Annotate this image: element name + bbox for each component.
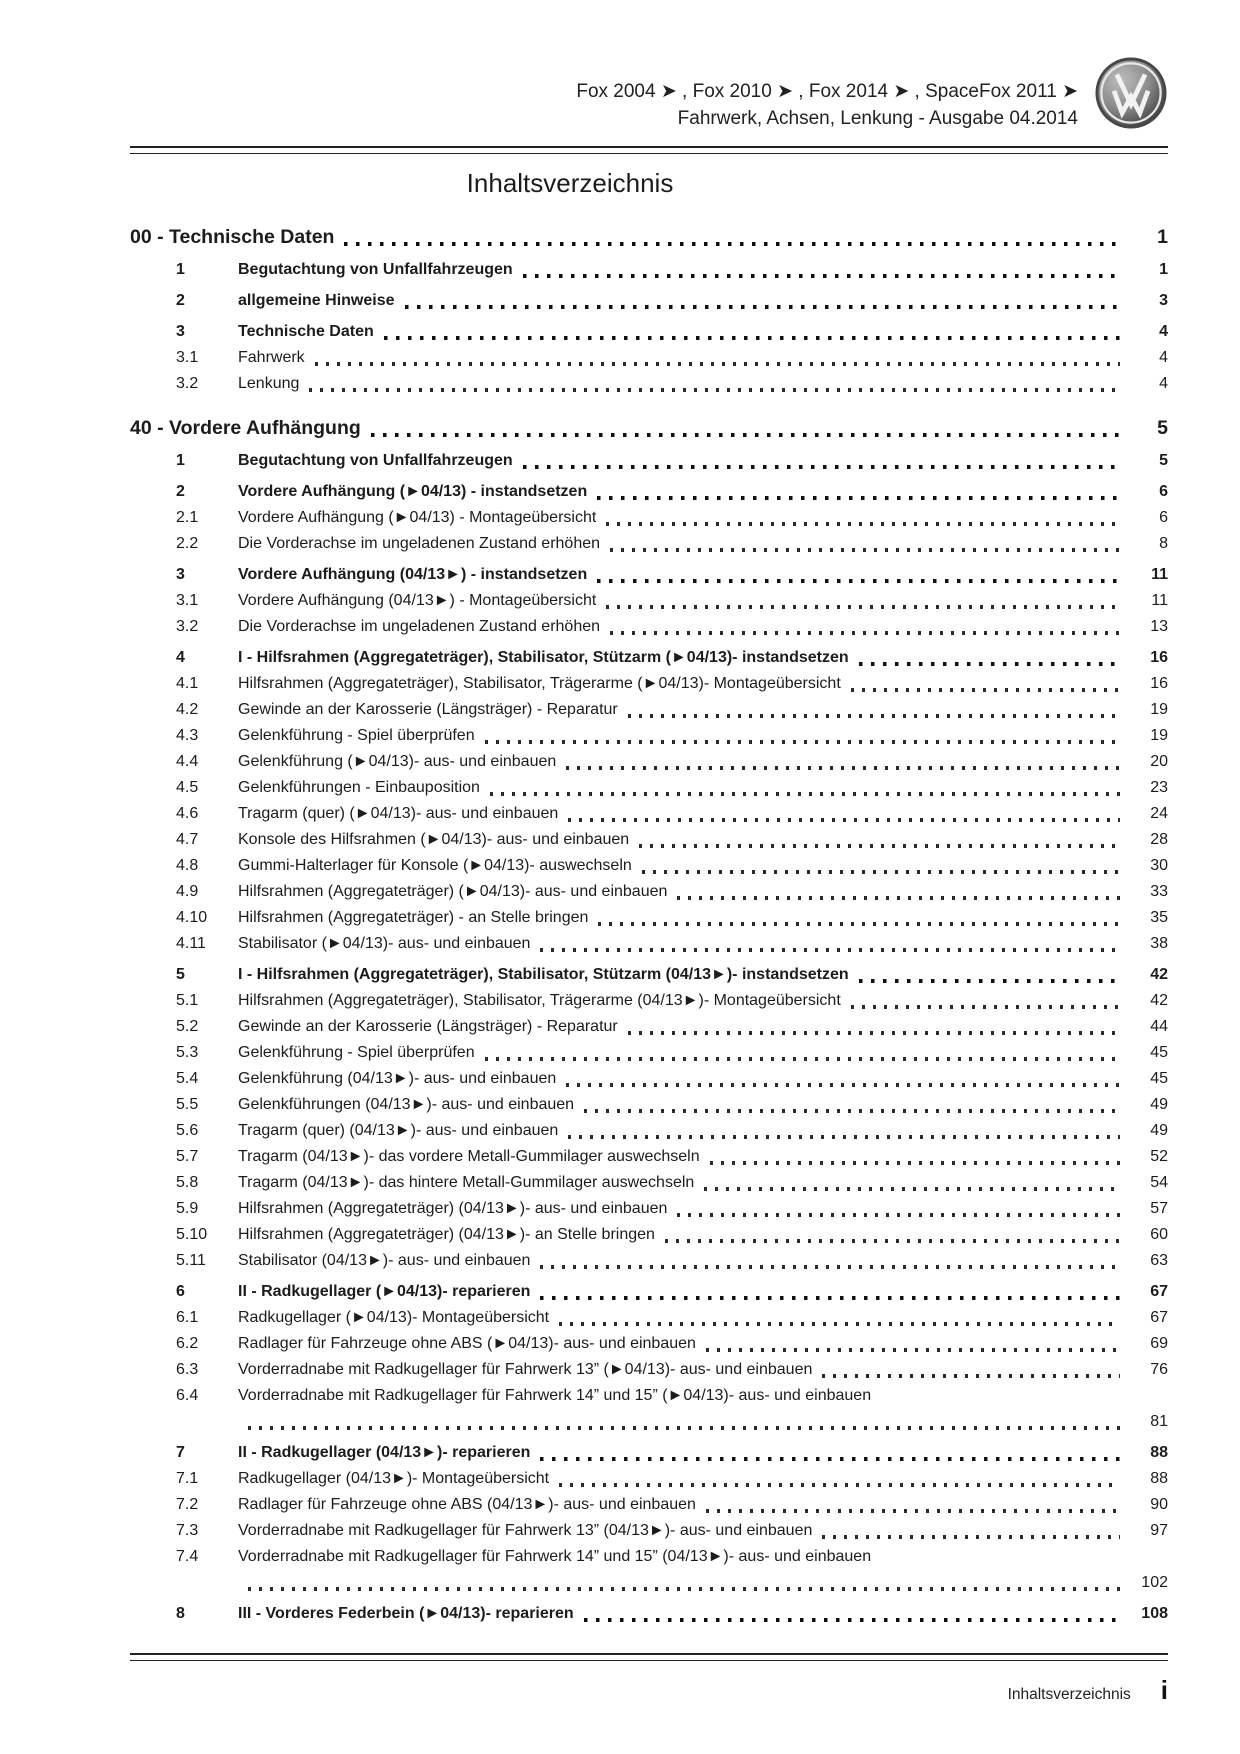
toc-entry-number: 4.5 [176,779,199,796]
toc-entry-label: Vorderradnabe mit Radkugellager für Fahrwerk 14” und 15” (04/13►)- aus- und einbauen [238,1548,872,1565]
toc-entry [130,371,1168,397]
toc-entry-number: 2.2 [176,535,199,552]
leader-dots [344,242,1120,247]
toc-entry-label: Konsole des Hilfsrahmen (►04/13)- aus- und einbauen [238,831,630,848]
leader-dots [371,433,1120,438]
toc-entry [130,1518,1168,1544]
toc-entry-page: 57 [1150,1200,1168,1217]
leader-dots [704,1187,1120,1191]
toc-entry-number: 4.2 [176,701,199,718]
toc-entry-page: 13 [1150,618,1168,635]
leader-dots [568,1135,1120,1139]
leader-dots [485,740,1120,744]
toc-entry-number: 7.3 [176,1522,199,1539]
leader-dots [485,1057,1120,1061]
leader-dots [710,1161,1120,1165]
toc-entry-label: Stabilisator (04/13►)- aus- und einbauen [238,1252,531,1269]
leader-dots [851,1005,1120,1009]
toc-entry-page: 81 [1150,1413,1168,1430]
toc-entry-label: Gewinde an der Karosserie (Längsträger) - Reparatur [238,701,618,718]
toc-section-page: 5 [1157,417,1168,439]
toc-entry-page: 45 [1150,1070,1168,1087]
toc-entry-number: 7.1 [176,1470,199,1487]
leader-dots [610,631,1120,635]
toc-entry-page: 6 [1159,509,1168,526]
toc-entry-page: 11 [1151,592,1168,609]
toc-entry-number: 6.3 [176,1361,199,1378]
toc-entry-page: 19 [1150,701,1168,718]
toc-entry [130,257,1168,283]
toc-entry-page: 60 [1150,1226,1168,1243]
toc-entry-continuation [130,1409,1168,1435]
toc-entry-label: Vordere Aufhängung (►04/13) - instandsetzen [238,483,588,500]
leader-dots [822,1535,1120,1539]
header-divider [130,146,1168,154]
toc-entry-page: 49 [1150,1122,1168,1139]
toc-entry-label: Hilfsrahmen (Aggregateträger) (►04/13)- aus- und einbauen [238,883,668,900]
toc-entry-label: Vordere Aufhängung (►04/13) - Montageübersicht [238,509,597,526]
toc-entry-label: Radlager für Fahrzeuge ohne ABS (►04/13)- aus- und einbauen [238,1335,696,1352]
toc-entry-page: 67 [1150,1283,1168,1300]
toc-entry-label: Tragarm (04/13►)- das hintere Metall-Gummilager auswechseln [238,1174,695,1191]
toc-entry [130,1196,1168,1222]
leader-dots [859,979,1120,984]
footer-page-number: i [1160,1675,1168,1705]
toc-entry-label: Die Vorderachse im ungeladenen Zustand erhöhen [238,535,601,552]
toc-entry [130,827,1168,853]
toc-entry-number: 2 [176,292,185,309]
toc-entry [130,988,1168,1014]
toc-entry-continuation [130,1570,1168,1596]
toc-entry-page: 4 [1159,349,1168,366]
toc-entry-page: 102 [1141,1574,1168,1591]
toc-entry [130,723,1168,749]
toc-entry-number: 5.4 [176,1070,199,1087]
toc-entry [130,1383,1168,1409]
toc-entry-page: 5 [1159,452,1168,469]
toc-entry-label: II - Radkugellager (►04/13)- reparieren [238,1283,531,1300]
leader-dots [559,1483,1120,1487]
toc-entry-number: 6.1 [176,1309,199,1326]
toc-entry [130,288,1168,314]
header-text [576,52,1078,132]
toc-entry-number: 7.4 [176,1548,199,1565]
leader-dots [566,766,1120,770]
toc-entry [130,448,1168,474]
toc-entry [130,801,1168,827]
header-models-line: Fox 2004 ➤ , Fox 2010 ➤ , Fox 2014 ➤ , SpaceFox 2011 ➤ [576,81,1078,102]
toc-entry-label: Tragarm (04/13►)- das vordere Metall-Gummilager auswechseln [238,1148,700,1165]
toc-entry [130,531,1168,557]
toc-entry-number: 6.2 [176,1335,199,1352]
toc-entry [130,345,1168,371]
toc-entry-page: 3 [1159,292,1168,309]
toc-entry-number: 4.6 [176,805,199,822]
toc-entry-page: 16 [1150,649,1168,666]
toc-entry-number: 2.1 [176,509,199,526]
toc-entry-number: 5.9 [176,1200,199,1217]
toc-entry-label: Gelenkführungen - Einbauposition [238,779,480,796]
page-title: Inhaltsverzeichnis [466,168,674,198]
toc-entry-page: 42 [1150,992,1168,1009]
leader-dots [642,870,1120,874]
toc-section-title: 00 - Technische Daten [130,226,335,248]
toc-entry-number: 5.5 [176,1096,199,1113]
toc-entry-number: 4.7 [176,831,199,848]
toc-entry [130,1170,1168,1196]
toc-entry [130,775,1168,801]
toc-entry [130,1040,1168,1066]
leader-dots [822,1374,1120,1378]
toc-entry-label: Vordere Aufhängung (04/13►) - Montageübersicht [238,592,597,609]
toc-entry-page: 6 [1159,483,1168,500]
toc-entry-number: 4.10 [176,909,208,926]
toc-entry-label: Gelenkführung (►04/13)- aus- und einbauen [238,753,557,770]
leader-dots [315,362,1120,366]
toc-entry [130,645,1168,671]
toc-entry-label: I - Hilfsrahmen (Aggregateträger), Stabilisator, Stützarm (04/13►)- instandsetzen [238,966,849,983]
toc-entry-number: 5 [176,966,185,983]
toc-entry-number: 4.3 [176,727,199,744]
toc-entry-page: 44 [1150,1018,1168,1035]
leader-dots [706,1509,1120,1513]
toc-entry [130,1466,1168,1492]
toc-entry-page: 11 [1151,566,1168,583]
leader-dots [540,948,1120,952]
toc-entry [130,1144,1168,1170]
leader-dots [540,1265,1120,1269]
leader-dots [606,522,1120,526]
toc-entry-label: Vorderradnabe mit Radkugellager für Fahrwerk 13” (►04/13)- aus- und einbauen [238,1361,813,1378]
toc-entry-label: Hilfsrahmen (Aggregateträger) - an Stelle bringen [238,909,589,926]
toc-entry-label: Hilfsrahmen (Aggregateträger), Stabilisator, Trägerarme (►04/13)- Montageübersicht [238,675,841,692]
leader-dots [706,1348,1120,1352]
toc-entry-number: 5.11 [176,1252,206,1269]
page-header [130,52,1168,134]
toc-entry-page: 28 [1150,831,1168,848]
toc-entry-page: 52 [1150,1148,1168,1165]
toc-entry-label: Stabilisator (►04/13)- aus- und einbauen [238,935,531,952]
leader-dots [523,274,1120,279]
leader-dots [490,792,1120,796]
leader-dots [859,662,1120,667]
toc-entry-page: 19 [1150,727,1168,744]
toc-entry-label: Gelenkführung - Spiel überprüfen [238,1044,475,1061]
leader-dots [606,605,1120,609]
toc-entry-page: 76 [1150,1361,1168,1378]
toc-entry-label: Begutachtung von Unfallfahrzeugen [238,261,513,278]
toc-entry-label: Technische Daten [238,323,374,340]
toc-entry [130,319,1168,345]
toc-entry [130,697,1168,723]
toc [130,222,1168,1627]
toc-entry-page: 33 [1150,883,1168,900]
toc-entry-number: 8 [176,1605,185,1622]
toc-entry-label: Gelenkführungen (04/13►)- aus- und einbauen [238,1096,575,1113]
leader-dots [851,688,1120,692]
leader-dots [540,1296,1120,1301]
toc-entry-label: Vorderradnabe mit Radkugellager für Fahrwerk 14” und 15” (►04/13)- aus- und einbauen [238,1387,872,1404]
toc-entry-number: 1 [176,452,185,469]
toc-entry-label: I - Hilfsrahmen (Aggregateträger), Stabilisator, Stützarm (►04/13)- instandsetzen [238,649,849,666]
toc-entry-label: Hilfsrahmen (Aggregateträger), Stabilisator, Trägerarme (04/13►)- Montageübersicht [238,992,841,1009]
toc-entry-label: Begutachtung von Unfallfahrzeugen [238,452,513,469]
toc-entry [130,614,1168,640]
toc-entry-page: 8 [1159,535,1168,552]
toc-entry [130,1279,1168,1305]
toc-entry-page: 1 [1159,261,1168,278]
toc-entry-page: 4 [1159,323,1168,340]
toc-entry-page: 20 [1150,753,1168,770]
toc-entry-label: Vordere Aufhängung (04/13►) - instandsetzen [238,566,588,583]
toc-entry-label: Gewinde an der Karosserie (Längsträger) - Reparatur [238,1018,618,1035]
toc-entry-page: 35 [1150,909,1168,926]
toc-entry-number: 3 [176,323,185,340]
toc-entry-page: 45 [1150,1044,1168,1061]
toc-entry-label: Tragarm (quer) (04/13►)- aus- und einbauen [238,1122,559,1139]
toc-entry [130,1492,1168,1518]
toc-entry-number: 7 [176,1444,185,1461]
toc-entry-page: 23 [1150,779,1168,796]
leader-dots [628,1031,1120,1035]
footer-label: Inhaltsverzeichnis [1007,1686,1131,1703]
toc-entry [130,505,1168,531]
toc-entry-number: 4.8 [176,857,199,874]
toc-entry-number: 6.4 [176,1387,199,1404]
toc-entry-page: 88 [1150,1444,1168,1461]
leader-dots [610,548,1120,552]
toc-entry [130,671,1168,697]
toc-entry [130,1544,1168,1570]
toc-entry-number: 1 [176,261,185,278]
toc-entry-number: 5.3 [176,1044,199,1061]
toc-entry [130,1440,1168,1466]
toc-entry-page: 88 [1150,1470,1168,1487]
toc-entry-number: 4.11 [176,935,206,952]
toc-entry-number: 3 [176,566,185,583]
page-footer [130,1653,1168,1706]
toc-entry [130,1014,1168,1040]
toc-entry [130,905,1168,931]
leader-dots [540,1457,1120,1462]
toc-entry-number: 4.1 [176,675,199,692]
leader-dots [566,1083,1120,1087]
toc-entry-number: 5.10 [176,1226,208,1243]
toc-entry-page: 90 [1150,1496,1168,1513]
toc-entry-label: II - Radkugellager (04/13►)- reparieren [238,1444,531,1461]
toc-entry-number: 4 [176,649,185,666]
leader-dots [584,1109,1120,1113]
toc-entry-page: 49 [1150,1096,1168,1113]
leader-dots [523,465,1120,470]
toc-entry-page: 108 [1141,1605,1168,1622]
toc-entry [130,1092,1168,1118]
leader-dots [248,1426,1120,1430]
leader-dots [559,1322,1120,1326]
toc-section-header [130,222,1168,252]
toc-entry-page: 38 [1150,935,1168,952]
toc-entry-number: 6 [176,1283,185,1300]
toc-entry-number: 7.2 [176,1496,199,1513]
toc-entry-label: Gelenkführung - Spiel überprüfen [238,727,475,744]
toc-entry-page: 42 [1150,966,1168,983]
toc-entry [130,1331,1168,1357]
toc-entry-label: Gelenkführung (04/13►)- aus- und einbauen [238,1070,557,1087]
toc-entry-label: Die Vorderachse im ungeladenen Zustand erhöhen [238,618,601,635]
toc-entry [130,1222,1168,1248]
toc-entry [130,749,1168,775]
toc-entry-page: 16 [1150,675,1168,692]
toc-entry-label: Radkugellager (►04/13)- Montageübersicht [238,1309,550,1326]
toc-entry [130,562,1168,588]
toc-entry-label: Radlager für Fahrzeuge ohne ABS (04/13►)- aus- und einbauen [238,1496,696,1513]
leader-dots [665,1239,1120,1243]
vw-logo-icon [1094,52,1168,134]
toc-entry-number: 3.2 [176,618,199,635]
toc-entry [130,1357,1168,1383]
toc-entry-page: 4 [1159,375,1168,392]
toc-entry-label: Vorderradnabe mit Radkugellager für Fahrwerk 13” (04/13►)- aus- und einbauen [238,1522,813,1539]
leader-dots [584,1618,1120,1623]
leader-dots [405,305,1120,310]
toc-entry-label: Gummi-Halterlager für Konsole (►04/13)- auswechseln [238,857,632,874]
leader-dots [628,714,1120,718]
toc-entry-number: 3.1 [176,592,199,609]
toc-entry-label: Hilfsrahmen (Aggregateträger) (04/13►)- an Stelle bringen [238,1226,655,1243]
toc-entry-page: 54 [1150,1174,1168,1191]
toc-entry-number: 3.2 [176,375,199,392]
toc-entry-number: 5.8 [176,1174,199,1191]
toc-entry [130,1066,1168,1092]
leader-dots [597,579,1120,584]
toc-entry [130,931,1168,957]
toc-entry-number: 4.4 [176,753,199,770]
toc-entry [130,1248,1168,1274]
toc-entry [130,853,1168,879]
toc-entry-page: 63 [1150,1252,1168,1269]
toc-entry [130,588,1168,614]
leader-dots [568,818,1120,822]
toc-entry-page: 24 [1150,805,1168,822]
toc-section-header [130,413,1168,443]
toc-entry-label: Tragarm (quer) (►04/13)- aus- und einbauen [238,805,559,822]
leader-dots [384,336,1120,341]
toc-entry-number: 2 [176,483,185,500]
toc-entry [130,1118,1168,1144]
toc-entry-page: 97 [1150,1522,1168,1539]
toc-entry-number: 5.7 [176,1148,199,1165]
toc-entry-number: 5.2 [176,1018,199,1035]
toc-entry-label: III - Vorderes Federbein (►04/13)- reparieren [238,1605,574,1622]
leader-dots [597,496,1120,501]
leader-dots [677,896,1120,900]
toc-entry-number: 3.1 [176,349,199,366]
toc-entry [130,879,1168,905]
toc-entry-page: 30 [1150,857,1168,874]
toc-entry [130,1305,1168,1331]
leader-dots [677,1213,1120,1217]
toc-entry-number: 5.6 [176,1122,199,1139]
toc-entry-label: Radkugellager (04/13►)- Montageübersicht [238,1470,550,1487]
leader-dots [248,1587,1120,1591]
toc-entry-page: 67 [1150,1309,1168,1326]
leader-dots [598,922,1120,926]
toc-section-title: 40 - Vordere Aufhängung [130,417,361,439]
footer-divider [130,1653,1168,1661]
toc-section-page: 1 [1157,226,1168,248]
toc-entry-number: 4.9 [176,883,199,900]
toc-entry [130,479,1168,505]
toc-entry-label: Fahrwerk [238,349,305,366]
toc-entry-page: 69 [1150,1335,1168,1352]
header-subtitle-line: Fahrwerk, Achsen, Lenkung - Ausgabe 04.2014 [677,108,1078,129]
toc-entry-number: 5.1 [176,992,199,1009]
leader-dots [639,844,1120,848]
toc-entry-label: Hilfsrahmen (Aggregateträger) (04/13►)- aus- und einbauen [238,1200,668,1217]
toc-entry-label: Lenkung [238,375,300,392]
toc-entry [130,962,1168,988]
toc-entry-label: allgemeine Hinweise [238,292,395,309]
leader-dots [309,388,1120,392]
toc-entry [130,1601,1168,1627]
